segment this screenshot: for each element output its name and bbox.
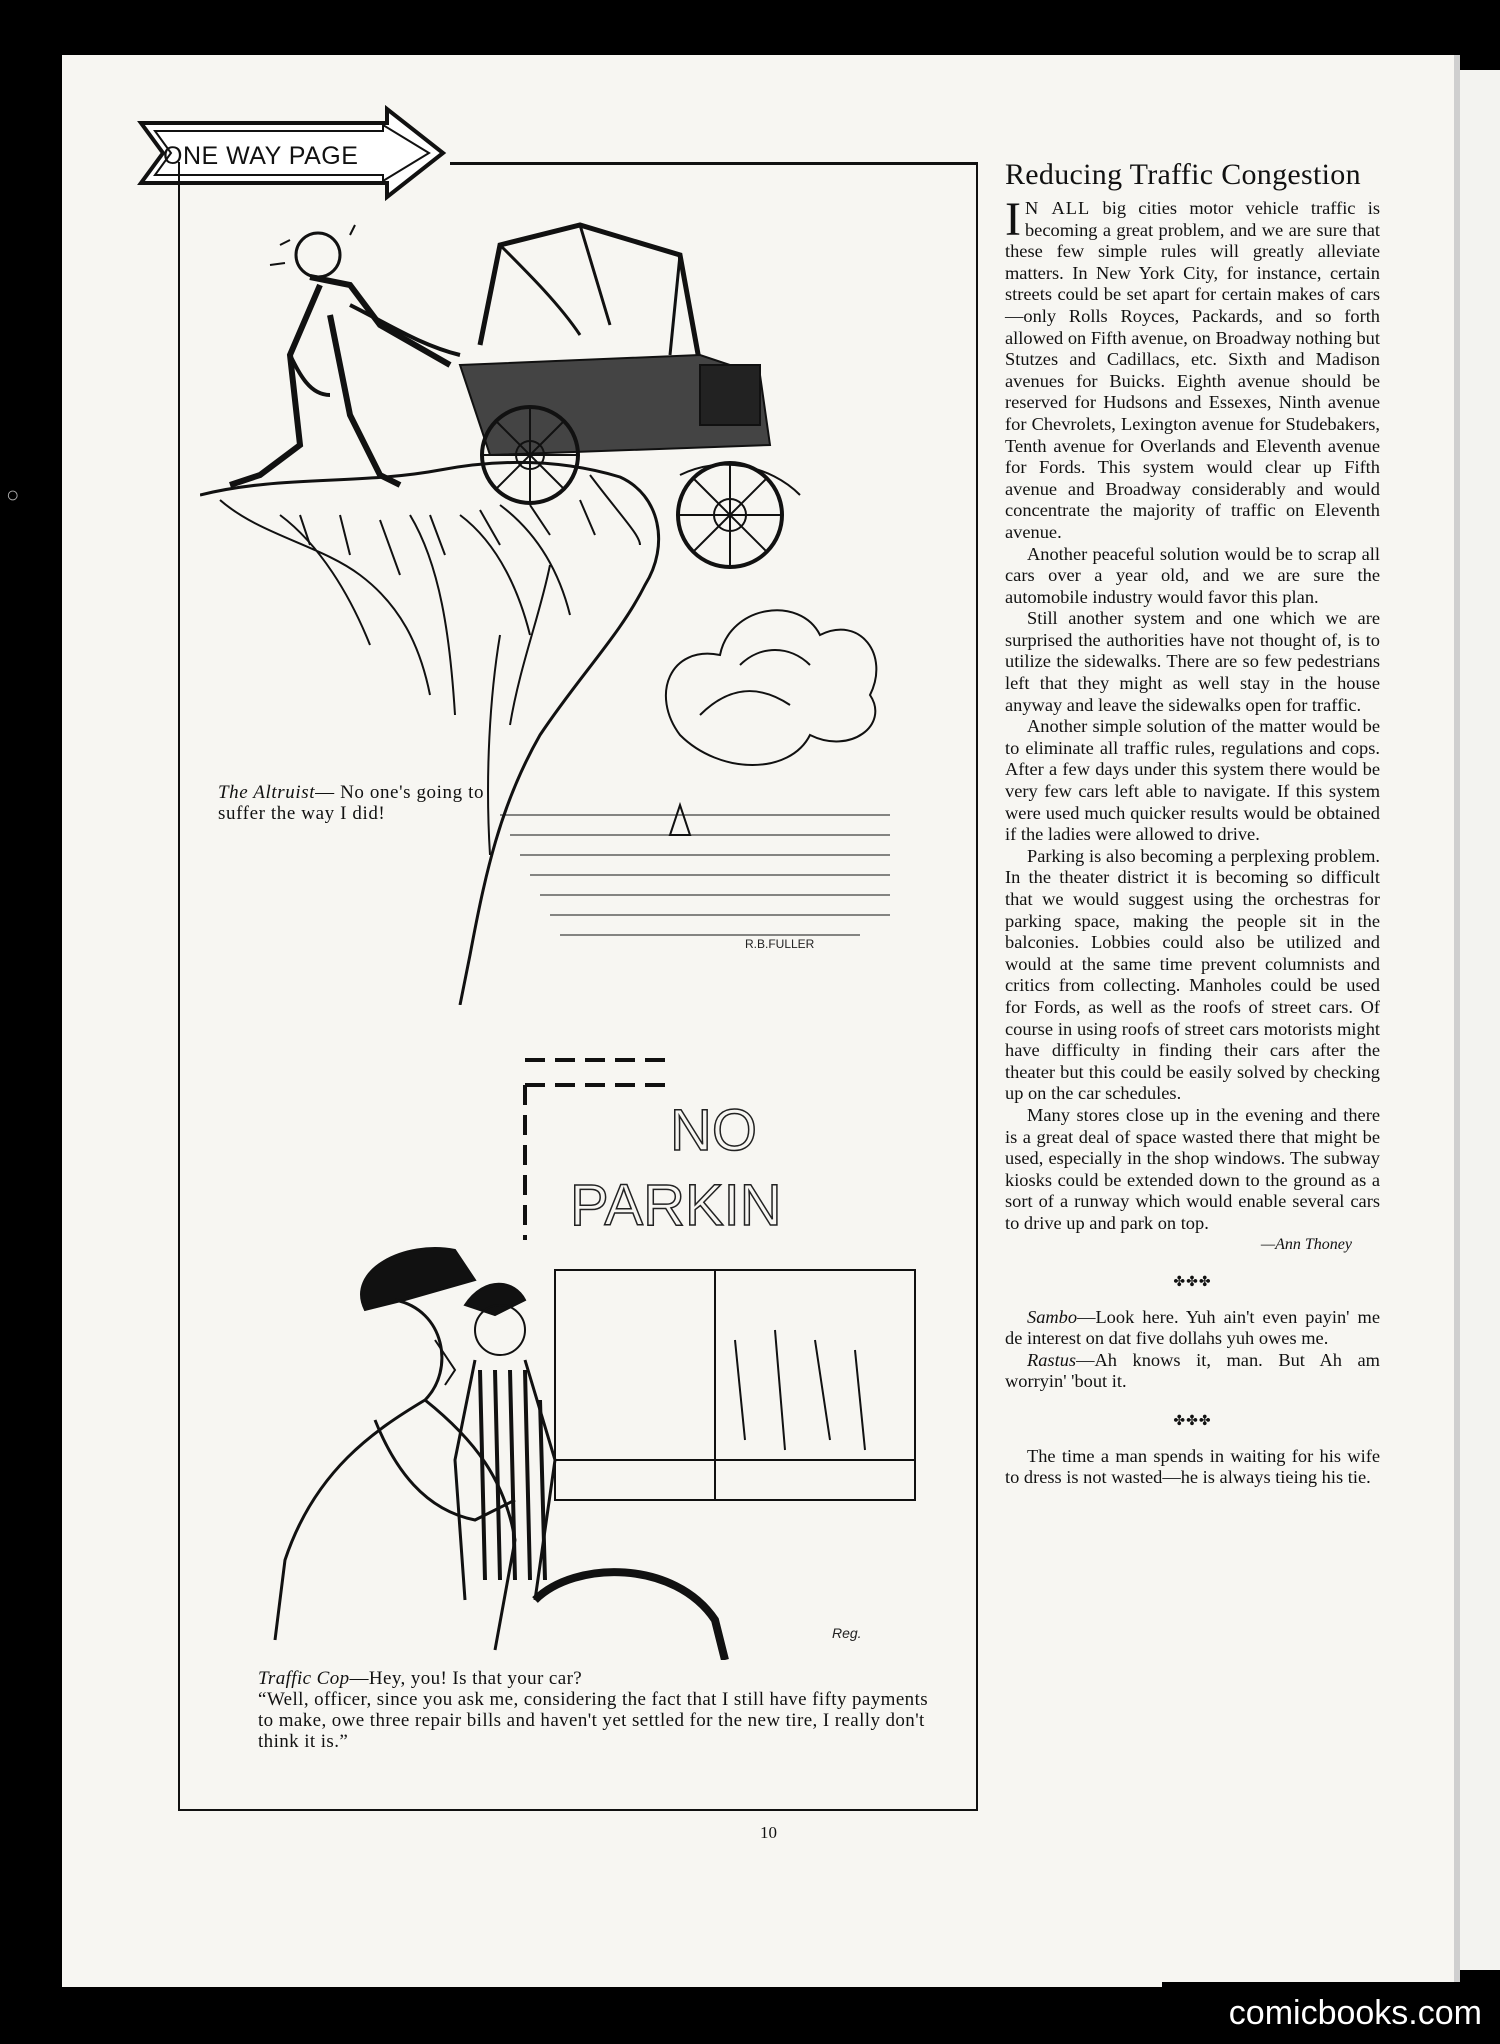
- joke-sambo-rastus: [1005, 1307, 1380, 1393]
- article-title: Reducing Traffic Congestion: [1005, 158, 1361, 191]
- separator-ornament-2: ✤✤✤: [1173, 1413, 1212, 1429]
- article-paragraph-4: Another simple solution of the matter would be to eliminate all traffic rules, regulations and cops. After a few days under this system there would be very few cars left able to navigate. If this system were used much quicker results would be obtained if the ladies were allowed to drive.: [1005, 716, 1380, 845]
- cartoon-frame-top: [450, 162, 978, 165]
- opening-small-caps: N ALL: [1024, 198, 1091, 218]
- joke-speaker-1: Sambo: [1027, 1306, 1078, 1327]
- altruist-caption-text: — No one's going to suffer the way I did!: [218, 782, 485, 824]
- reg-signature: Reg.: [832, 1625, 862, 1641]
- traffic-cop-caption-reply: “Well, officer, since you ask me, considering the fact that I still have fifty payments to make, owe three repair bills and haven't yet settled for the new tire, I really don't think it is.”: [258, 1689, 929, 1752]
- joke-line-1: —Look here. Yuh ain't even payin' me de interest on dat five dollahs yuh owes me.: [1005, 1306, 1380, 1349]
- altruist-caption-lead: The Altruist: [218, 782, 316, 803]
- banner-label: ONE WAY PAGE: [163, 142, 359, 170]
- no-parking-sign-line1: NO: [670, 1098, 757, 1163]
- joke-line-2: —Ah knows it, man. But Ah am worryin' 'bout it.: [1005, 1349, 1380, 1392]
- article-byline: —Ann Thoney: [1260, 1235, 1352, 1253]
- altruist-cartoon-illustration: [200, 215, 890, 1005]
- no-parking-sign-line2: PARKIN: [570, 1173, 782, 1238]
- joke-tie: [1005, 1446, 1380, 1489]
- article-paragraph-6: Many stores close up in the evening and there is a great deal of space wasted there that might be used, especially in the shop windows. The subway kiosks could be extended down to the ground as a sort of a runway which would enable several cars to drive up and park on top.: [1005, 1104, 1380, 1233]
- drop-cap: I: [1005, 193, 1021, 246]
- joke-tie-text: The time a man spends in waiting for his wife to dress is not wasted—he is always tieing his tie.: [1005, 1445, 1380, 1488]
- article-paragraph-2: Another peaceful solution would be to scrap all cars over a year old, and we are sure the automobile industry would favor this plan.: [1005, 543, 1380, 607]
- traffic-cop-caption-text: —Hey, you! Is that your car?: [349, 1668, 583, 1689]
- adjacent-page-edge: [1460, 70, 1500, 1970]
- joke-speaker-2: Rastus: [1027, 1349, 1077, 1370]
- traffic-cop-caption-lead: Traffic Cop: [258, 1668, 350, 1689]
- traffic-cop-caption: [233, 1668, 938, 1752]
- article-paragraph-1: [1005, 193, 1380, 544]
- article-paragraph-3: Still another system and one which we are surprised the authorities have not thought of, is to utilize the sidewalks. There are so few pedestrians left that they might as well stay in the house anyway and leave the sidewalks open for traffic.: [1005, 608, 1380, 715]
- paragraph-1-text: big cities motor vehicle traffic is becoming a great problem, and we are sure that these few simple rules will greatly alleviate matters. In New York City, for instance, certain streets could be set apart for certain makes of cars—only Rolls Royces, Packards, and so forth allowed on Fifth avenue, on Broadway nothing but Stutzes and Cadillacs, etc. Sixth and Madison avenues for Buicks. Eighth avenue should be reserved for Hudsons and Essexes, Ninth avenue for Chevrolets, Lexington avenue for Studebakers, Tenth avenue for Overlands and Eleventh avenue for Fords. This system would clear up Fifth avenue and Broadway considerably and would concentrate the majority of traffic on Eleventh avenue.: [1005, 198, 1380, 542]
- binding-mark: ○: [6, 482, 20, 507]
- site-watermark: comicbooks.com: [1162, 1982, 1482, 2044]
- page-number: 10: [760, 1823, 777, 1842]
- separator-ornament: ✤✤✤: [1173, 1274, 1212, 1290]
- article-column: [1005, 158, 1380, 1489]
- article-paragraph-5: Parking is also becoming a perplexing problem. In the theater district it is becoming so difficult that we would suggest using the orchestras for parking space, making the people sit in the balconies. Lobbies could also be utilized and would at the same time prevent columnists and critics from collecting. Manholes could be used for Fords, as well as the roofs of street cars. Of course in using roofs of street cars motorists might have difficulty in finding their cars after the theater but this could be easily solved by checking up on the car schedules.: [1005, 845, 1380, 1104]
- fuller-signature: R.B.FULLER: [745, 937, 815, 951]
- altruist-caption: [218, 782, 498, 824]
- traffic-cop-cartoon-illustration: [255, 1040, 920, 1660]
